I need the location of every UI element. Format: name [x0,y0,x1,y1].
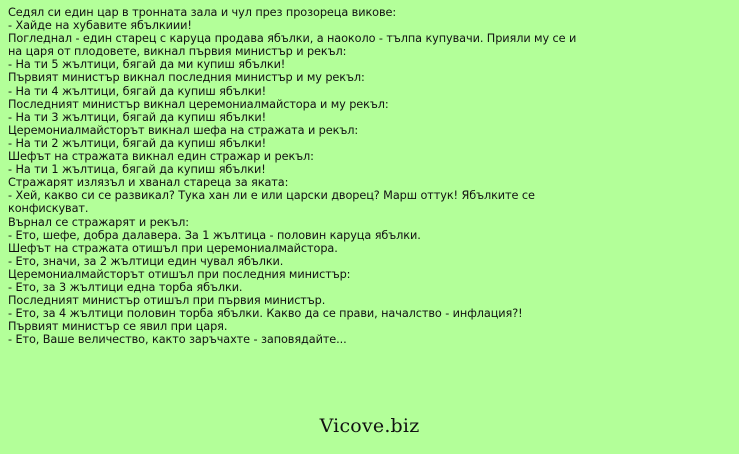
joke-line: Погледнал - един старец с каруца продава ябълки, а наоколо - тълпа купувачи. Прияли му се и [8,32,577,46]
joke-line: Шефът на стражата викнал един стражар и рекъл: [8,150,314,164]
joke-line: Последният министър отишъл при първия министър. [8,294,326,308]
joke-line: Седял си един цар в тронната зала и чул през прозореца викове: [8,6,397,19]
joke-line: - На ти 3 жълтици, бягай да купиш ябълки! [8,110,267,124]
joke-text [8,6,733,346]
joke-line: - На ти 2 жълтици, бягай да купиш ябълки! [8,136,267,150]
joke-line: - На ти 5 жълтици, бягай да ми купиш ябълки! [8,58,286,72]
joke-line: Шефът на стражата отишъл при церемониалмайстора. [8,241,338,255]
joke-line: - Хей, какво си се развикал? Тука хан ли е или царски дворец? Марш оттук! Ябълките се [8,189,535,203]
joke-line: Първият министър викнал последния министър и му рекъл: [8,71,365,85]
joke-line: - Ето, шефе, добра далавера. За 1 жълтица - половин каруца ябълки. [8,228,421,242]
joke-line: - Хайде на хубавите ябълкиии! [8,19,192,33]
joke-line: - Ето, за 3 жълтици една торба ябълки. [8,280,243,294]
joke-line: - Ето, значи, за 2 жълтици един чувал ябълки. [8,254,284,268]
joke-line: - На ти 1 жълтица, бягай да купиш ябълки! [8,163,266,177]
joke-line: - На ти 4 жълтици, бягай да купиш ябълки! [8,84,267,98]
joke-line: Стражарят излязъл и хванал стареца за яката: [8,176,289,190]
joke-line: Последният министър викнал церемониалмайстора и му рекъл: [8,97,389,111]
joke-line: Церемониалмайсторът отишъл при последния министър: [8,267,351,281]
joke-line: на царя от плодовете, викнал първия министър и рекъл: [8,45,347,59]
joke-line: - Ето, за 4 жълтици половин торба ябълки. Какво да се прави, началство - инфлация?! [8,307,523,321]
joke-line: Върнал се стражарят и рекъл: [8,215,189,229]
joke-line: - Ето, Ваше величество, както заръчахте - заповядайте... [8,333,347,347]
site-name: Vicove.biz [319,415,420,437]
joke-line: Първият министър се явил при царя. [8,320,228,334]
joke-line: конфискуват. [8,202,89,216]
joke-line: Церемониалмайсторът викнал шефа на стражата и рекъл: [8,123,359,137]
